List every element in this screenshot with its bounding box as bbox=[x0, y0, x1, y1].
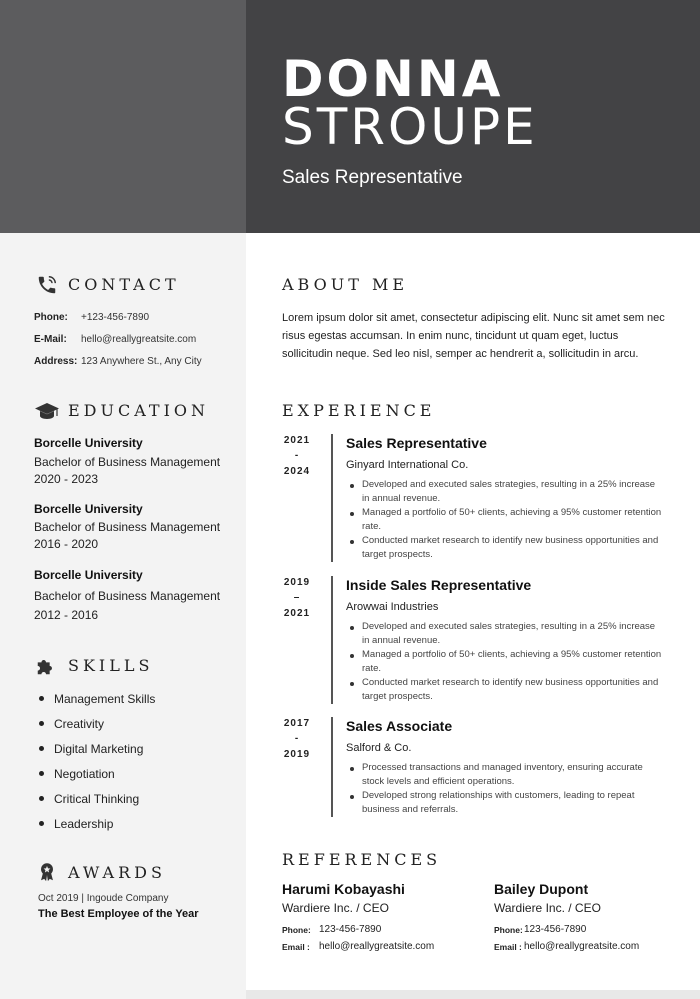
contact-email-label: E-Mail: bbox=[34, 334, 67, 345]
ref-email-label: Email : bbox=[282, 942, 310, 952]
timeline-line bbox=[331, 576, 333, 704]
experience-heading: EXPERIENCE bbox=[282, 401, 436, 420]
ref-role: Wardiere Inc. / CEO bbox=[494, 901, 601, 915]
phone-icon bbox=[36, 274, 58, 296]
exp-bullet: Managed a portfolio of 50+ clients, achieving a 95% customer retention rate. bbox=[362, 649, 662, 674]
bullet-icon bbox=[39, 821, 44, 826]
bullet-icon bbox=[350, 654, 354, 658]
bullet-icon bbox=[39, 746, 44, 751]
contact-heading: CONTACT bbox=[68, 275, 180, 294]
exp-bullet: Processed transactions and managed inventory, ensuring accurate stock levels and efficient operations. bbox=[362, 762, 643, 787]
bullet-icon bbox=[39, 796, 44, 801]
exp-end-year: 2021 bbox=[283, 608, 311, 619]
award-title: The Best Employee of the Year bbox=[38, 908, 199, 920]
timeline-line bbox=[331, 717, 333, 817]
exp-title: Sales Associate bbox=[346, 718, 453, 734]
ref-phone: 123-456-7890 bbox=[319, 924, 382, 935]
bullet-icon bbox=[350, 682, 354, 686]
edu-school: Borcelle University bbox=[34, 568, 143, 582]
exp-company: Arowwai Industries bbox=[346, 601, 439, 613]
about-text: Lorem ipsum dolor sit amet, consectetur adipiscing elit. Nunc sit amet sem nec risus egestas accumsan. In enim nunc, tincidunt ut quam eget, luctus sollicitudin neque. Sed leo nisl, semper ac hendrerit a, sollicitudin in arcu. bbox=[282, 312, 665, 360]
edu-years: 2016 - 2020 bbox=[34, 537, 99, 551]
exp-year-separator: - bbox=[294, 733, 300, 744]
exp-company: Ginyard International Co. bbox=[346, 459, 469, 471]
exp-bullet: Managed a portfolio of 50+ clients, achieving a 95% customer retention rate. bbox=[362, 507, 662, 532]
bullet-icon bbox=[350, 484, 354, 488]
award-medal-icon bbox=[36, 861, 58, 883]
last-name: STROUPE bbox=[282, 98, 538, 156]
exp-start-year: 2021 bbox=[283, 435, 311, 446]
exp-bullet: Conducted market research to identify new business opportunities and target prospects. bbox=[362, 677, 659, 702]
bullet-icon bbox=[350, 512, 354, 516]
ref-phone: 123-456-7890 bbox=[524, 924, 587, 935]
bullet-icon bbox=[39, 771, 44, 776]
skill-item: Creativity bbox=[54, 717, 105, 731]
skill-item: Digital Marketing bbox=[54, 742, 144, 756]
bullet-icon bbox=[350, 795, 354, 799]
exp-bullet: Developed and executed sales strategies, resulting in a 25% increase in annual revenue. bbox=[362, 479, 656, 504]
puzzle-icon bbox=[35, 655, 57, 677]
exp-bullet: Developed strong relationships with customers, leading to repeat business and referrals. bbox=[362, 790, 635, 815]
timeline-line bbox=[331, 434, 333, 562]
skills-heading: SKILLS bbox=[68, 656, 154, 675]
exp-bullet: Conducted market research to identify new business opportunities and target prospects. bbox=[362, 535, 659, 560]
contact-address-label: Address: bbox=[34, 356, 78, 367]
job-title: Sales Representative bbox=[282, 167, 463, 188]
award-meta: Oct 2019 | Ingoude Company bbox=[38, 893, 169, 904]
exp-start-year: 2019 bbox=[283, 577, 311, 588]
contact-address-value: 123 Anywhere St., Any City bbox=[81, 356, 202, 367]
skill-item: Leadership bbox=[54, 817, 114, 831]
contact-email-value: hello@reallygreatsite.com bbox=[81, 334, 197, 345]
graduation-cap-icon bbox=[34, 400, 60, 422]
ref-email: hello@reallygreatsite.com bbox=[524, 941, 640, 952]
first-name: DONNA bbox=[282, 50, 504, 108]
bottom-strip bbox=[246, 990, 700, 999]
education-heading: EDUCATION bbox=[68, 401, 210, 420]
bullet-icon bbox=[350, 626, 354, 630]
exp-end-year: 2019 bbox=[283, 749, 311, 760]
exp-year-separator: – bbox=[293, 592, 301, 603]
exp-start-year: 2017 bbox=[283, 718, 311, 729]
edu-years: 2020 - 2023 bbox=[34, 472, 99, 486]
skill-item: Management Skills bbox=[54, 692, 156, 706]
skill-item: Negotiation bbox=[54, 767, 115, 781]
references-heading: REFERENCES bbox=[282, 850, 442, 869]
contact-phone-value: +123-456-7890 bbox=[81, 312, 150, 323]
contact-phone-label: Phone: bbox=[34, 312, 68, 323]
about-heading: ABOUT ME bbox=[282, 275, 409, 294]
exp-title: Sales Representative bbox=[346, 435, 487, 451]
ref-phone-label: Phone: bbox=[494, 925, 523, 935]
edu-degree: Bachelor of Business Management bbox=[34, 589, 221, 603]
header-side-panel bbox=[0, 0, 246, 233]
edu-degree: Bachelor of Business Management bbox=[34, 520, 221, 534]
skill-item: Critical Thinking bbox=[54, 792, 140, 806]
edu-years: 2012 - 2016 bbox=[34, 608, 99, 622]
ref-email-label: Email : bbox=[494, 942, 522, 952]
exp-end-year: 2024 bbox=[283, 466, 311, 477]
ref-phone-label: Phone: bbox=[282, 925, 311, 935]
ref-name: Harumi Kobayashi bbox=[282, 881, 405, 897]
bullet-icon bbox=[350, 540, 354, 544]
exp-title: Inside Sales Representative bbox=[346, 577, 532, 593]
exp-year-separator: - bbox=[294, 450, 300, 461]
ref-role: Wardiere Inc. / CEO bbox=[282, 901, 389, 915]
bullet-icon bbox=[39, 696, 44, 701]
bullet-icon bbox=[350, 767, 354, 771]
bullet-icon bbox=[39, 721, 44, 726]
edu-degree: Bachelor of Business Management bbox=[34, 455, 221, 469]
ref-email: hello@reallygreatsite.com bbox=[319, 941, 435, 952]
ref-name: Bailey Dupont bbox=[494, 881, 589, 897]
exp-bullet: Developed and executed sales strategies, resulting in a 25% increase in annual revenue. bbox=[362, 621, 656, 646]
awards-heading: AWARDS bbox=[68, 863, 166, 882]
edu-school: Borcelle University bbox=[34, 502, 143, 516]
edu-school: Borcelle University bbox=[34, 436, 143, 450]
exp-company: Salford & Co. bbox=[346, 742, 412, 754]
